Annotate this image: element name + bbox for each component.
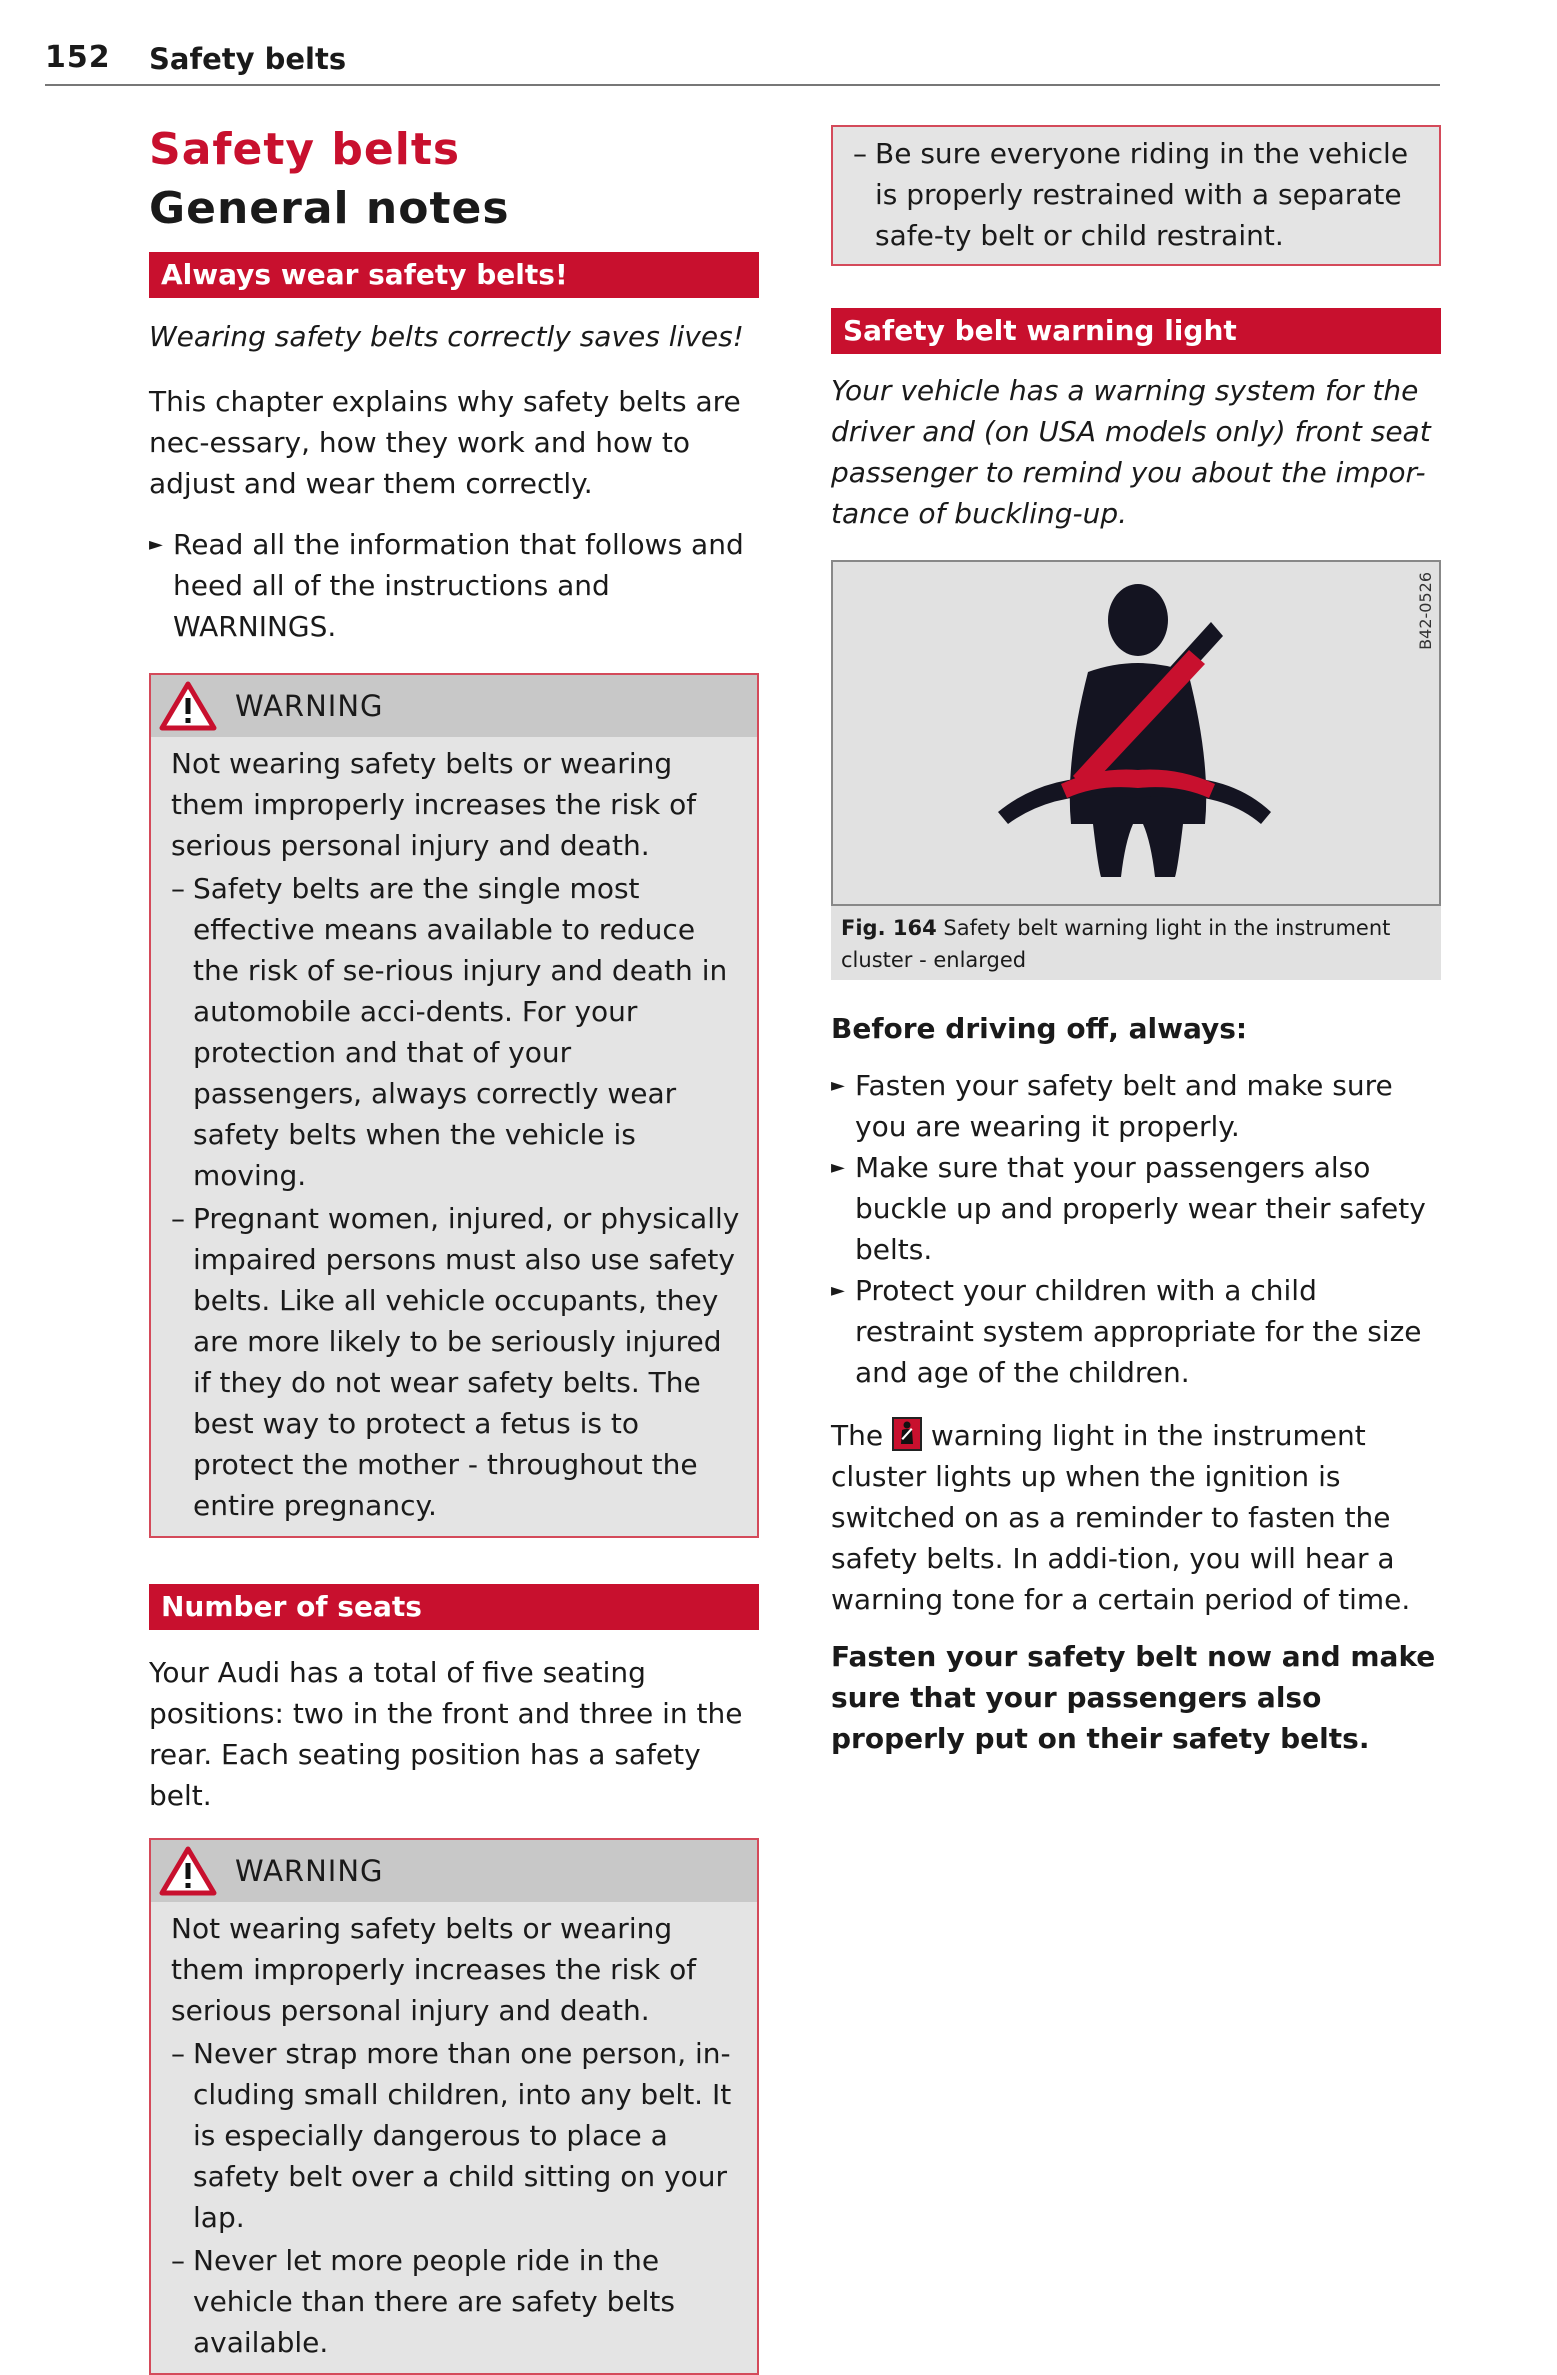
warning-header (151, 1840, 757, 1902)
page-number: 152 (45, 40, 111, 75)
section-bar-number-of-seats: Number of seats (149, 1584, 759, 1630)
right-column (831, 125, 1441, 1759)
before-driving-heading: Before driving off, always: (831, 1012, 1248, 1045)
section-bar-warning-light: Safety belt warning light (831, 308, 1441, 354)
figure-label: Fig. 164 (841, 916, 937, 940)
section-bar-always-wear: Always wear safety belts! (149, 252, 759, 298)
before-bullet: ► Make sure that your passengers also buckle up and properly wear their safety belts. (831, 1147, 1441, 1270)
section-title: General notes (149, 183, 510, 234)
warning-label: WARNING (235, 689, 384, 723)
warning-body (151, 1902, 757, 2373)
warning-body (151, 737, 757, 1536)
continued-warning-box (831, 125, 1441, 266)
warning-intro: Not wearing safety belts or wearing them improperly increases the risk of serious personal injury and death. (171, 747, 697, 862)
running-title: Safety belts (149, 42, 347, 76)
figure-caption (831, 906, 1441, 980)
warning-item: – Pregnant women, injured, or physically impaired persons must also use safety belts. Like all vehicle occupants, they are more likely to be seriously injured if they do not wear safety belts. The best way to protect a fetus is to protect the mother - throughout the entire pregnancy. (171, 1198, 743, 1526)
warning-item: – Safety belts are the single most effective means available to reduce the risk of se-rious injury and death in automobile acci-dents. For your protection and that of your passengers, always correctly wear safety belts when the vehicle is moving. (171, 868, 743, 1196)
warning-box-2 (149, 1838, 759, 2375)
warning-triangle-icon (159, 681, 217, 731)
seatbelt-warning-icon (833, 562, 1439, 904)
continued-warning-item: – Be sure everyone riding in the vehicle is properly restrained with a separate safe-ty belt or child restraint. (853, 133, 1425, 256)
warning-triangle-icon (159, 1846, 217, 1896)
left-column (149, 120, 759, 2375)
figure-caption-text: Safety belt warning light in the instrument cluster - enlarged (841, 916, 1391, 972)
warning-item: – Never let more people ride in the vehicle than there are safety belts available. (171, 2240, 743, 2363)
figure-image (831, 560, 1441, 906)
paragraph-lead-word: The (831, 1419, 884, 1452)
intro-paragraph: This chapter explains why safety belts are nec-essary, how they work and how to adjust and wear them correctly. (149, 385, 741, 500)
seatbelt-indicator-icon (892, 1417, 922, 1451)
figure (831, 560, 1441, 980)
warning-box-1 (149, 673, 759, 1538)
page-header (45, 40, 1440, 86)
lead-text: Your vehicle has a warning system for the driver and (on USA models only) front seat passenger to remind you about the impor-tance of buckling-up. (831, 374, 1431, 530)
warning-header (151, 675, 757, 737)
figure-code: B42-0526 (1416, 572, 1435, 650)
before-bullet: ► Protect your children with a child restraint system appropriate for the size and age of the children. (831, 1270, 1441, 1393)
warning-item: – Never strap more than one person, in-cluding small children, into any belt. It is especially dangerous to place a safety belt over a child sitting on your lap. (171, 2033, 743, 2238)
seats-paragraph: Your Audi has a total of five seating positions: two in the front and three in the rear. Each seating position has a safety belt. (149, 1656, 743, 1812)
chapter-title: Safety belts (149, 124, 461, 175)
closing-instruction: Fasten your safety belt now and make sure that your passengers also properly put on their safety belts. (831, 1640, 1436, 1755)
warning-light-paragraph (831, 1415, 1441, 1620)
paragraph-rest: warning light in the instrument cluster lights up when the ignition is switched on as a reminder to fasten the safety belts. In addi-tion, you will hear a warning tone for a certain period of time. (831, 1419, 1411, 1616)
lead-text: Wearing safety belts correctly saves lives! (149, 320, 744, 353)
warning-intro: Not wearing safety belts or wearing them improperly increases the risk of serious personal injury and death. (171, 1912, 697, 2027)
warning-label: WARNING (235, 1854, 384, 1888)
instruction-bullet: ► Read all the information that follows and heed all of the instructions and WARNINGS. (149, 524, 759, 647)
before-bullet: ► Fasten your safety belt and make sure you are wearing it properly. (831, 1065, 1441, 1147)
